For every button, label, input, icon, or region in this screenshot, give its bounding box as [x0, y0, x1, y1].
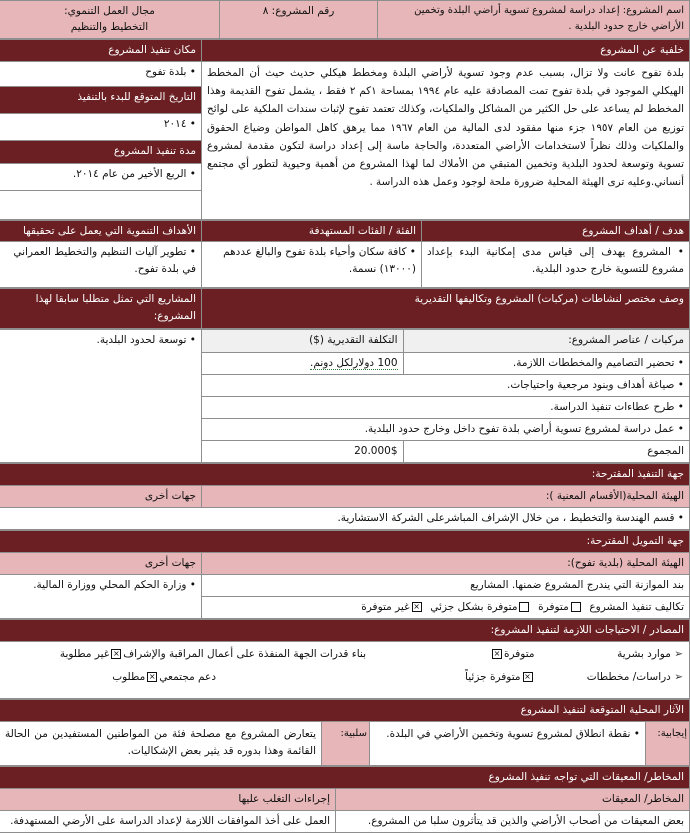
- start-date-value: • ٢٠١٤: [0, 114, 202, 141]
- prereq-value: • توسعة لحدود البلدية.: [0, 330, 202, 463]
- elements-cost-table: [201, 330, 690, 462]
- components-table: [0, 288, 690, 329]
- available-label: متوفرة: [538, 601, 569, 614]
- execution-local-value: • قسم الهندسة والتخطيط ، من خلال الإشراف المباشرعلى الشركة الاستشارية.: [0, 508, 690, 530]
- dev-goals-text: • تطوير آليات التنظيم والتخطيط العمراني في بلدة تفوح.: [0, 242, 202, 288]
- community-label: دعم مجتمعي: [159, 670, 216, 683]
- project-name: اسم المشروع: إعداد دراسة لمشروع تسوية أراضي البلدة وتخمين الأراضي خارج حدود البلدية .: [378, 1, 690, 39]
- costs-label: تكاليف تنفيذ المشروع: [589, 601, 684, 614]
- dev-goals-title: الأهداف التنموية التي يعمل على تحقيقها: [0, 221, 202, 242]
- budget-text: بند الموازنة التي يندرج المشروع ضمنها. المشاريع: [202, 575, 690, 597]
- impacts-title: الآثار المحلية المتوقعة لتنفيذ المشروع: [0, 700, 690, 722]
- positive-text: • نقطة انطلاق لمشروع تسوية وتخمين الأراضي في البلدة.: [370, 722, 646, 766]
- available-res-label: متوفرة: [503, 648, 535, 661]
- background-text: بلدة تفوح عانت ولا تزال، بسبب عدم وجود تسوية لأراضي البلدة ومخطط هيكلي حديث حيث أن المخطط الهيكلي الموجود في بلدة تفوح تمت المصادقة عليه عام ١٩٩٤ بمساحة ١كم ٢ فقط ، يشمل تفوح القديمة وهذا المخطط لم يساعد على حل الكثير من المشاكل والملكيات، وكذلك تعتمد تفوح لإثبات سندات الملكية على لوائح توزيع من العام ١٩٥٧ جزء منها مفقود لدى المالية من العام ١٩٦٧ مما يرهق كاهل المواطن وضياع الحقوق والملكيات وذلك نظراً لاستخدامات الأراضي المتعددة، والحاجة ماسة إلى إعداد دراسة لتكون مقدمة لمشروع تسوية وتوسعة لحدود البلدية وتخمين المتبقي من الأملاك لما لهذا المشروع من أهمية وحيوية لتطور أي مجتمع أنساني.وعليه ترى الهيئة المحلية ضرورة ملحة لوجود وعمل هذه الدراسة .: [202, 62, 690, 220]
- location-value: • بلدة تفوح: [0, 62, 202, 87]
- human-resources: [563, 646, 683, 662]
- positive-label: إيجابية:: [646, 722, 690, 766]
- available-res: [395, 646, 535, 662]
- element-item-3: • طرح عطاءات تنفيذ الدراسة.: [201, 396, 689, 418]
- resources-table: [0, 619, 690, 699]
- capacity-checkbox[interactable]: [111, 649, 121, 659]
- components-inner: [202, 330, 690, 463]
- elements-title: مركبات / عناصر المشروع:: [403, 330, 689, 352]
- required-label: مطلوب: [112, 670, 146, 683]
- components-desc-title: وصف مختصر لنشاطات (مركبات) المشروع وتكاليفها التقديرية: [202, 289, 690, 329]
- resources-title: المصادر / الاحتياجات اللازمة لتنفيذ المشروع:: [0, 620, 690, 642]
- studies-label: ➢ دراسات/ مخططات: [587, 671, 683, 683]
- goal-title: هدف / أهداف المشروع: [422, 221, 690, 242]
- unavailable-label: غير متوفرة: [361, 601, 410, 614]
- community-checkbox[interactable]: [147, 672, 157, 682]
- start-date-title: التاريخ المتوقع للبدء بالتنفيذ: [0, 87, 202, 114]
- available-res-checkbox[interactable]: [492, 649, 502, 659]
- impacts-table: [0, 699, 690, 766]
- total-value: 20.000$: [201, 440, 403, 462]
- target-text: • كافة سكان وأحياء بلدة تفوح والبالغ عددهم (١٣٠٠٠) نسمة.: [202, 242, 422, 288]
- available-checkbox[interactable]: [571, 602, 581, 612]
- dev-field-value: التخطيط والتنظيم: [70, 21, 149, 34]
- partial-res: [395, 669, 535, 685]
- partial-res-checkbox[interactable]: [523, 672, 533, 682]
- execution-other-title: جهات أخرى: [0, 486, 202, 508]
- risks-title: المخاطر/ المعيقات التي تواجه تنفيذ المشروع: [0, 767, 690, 789]
- background-table: [0, 39, 690, 220]
- element-item-1: • تحضير التصاميم والمخططات اللازمة.: [403, 352, 689, 374]
- negative-text: يتعارض المشروع مع مصلحة فئة من المواطنين المستفيدين من الحالة القائمة وهذا بدوره قد يثير بعض الإشكاليات.: [0, 722, 322, 766]
- project-number: رقم المشروع: ٨: [220, 1, 378, 39]
- funding-local-title: الهيئة المحلية (بلدية تفوح):: [202, 553, 690, 575]
- not-required-label: غير مطلوبة: [59, 648, 110, 661]
- capacity-label: بناء قدرات الجهة المنفذة على أعمال المراقبة والإشراف: [123, 648, 366, 661]
- funding-costs-row: [202, 597, 690, 619]
- partial-res-label: متوفرة جزئياً: [465, 670, 521, 683]
- side-spacer: [0, 191, 202, 220]
- element-item-2: • صياغة أهداف وبنود مرجعية واحتياجات.: [201, 374, 689, 396]
- resources-body: [0, 642, 690, 699]
- partial-label: متوفرة بشكل جزئي: [430, 601, 518, 614]
- components-body: [0, 329, 690, 463]
- studies-res: [563, 669, 683, 685]
- funding-other-value: • وزارة الحكم المحلي ووزارة المالية.: [0, 575, 202, 619]
- human-label: ➢ موارد بشرية: [617, 648, 683, 660]
- unavailable-checkbox[interactable]: [412, 602, 422, 612]
- negative-label: سلبية:: [322, 722, 370, 766]
- background-title: خلفية عن المشروع: [202, 40, 690, 62]
- goals-table: [0, 220, 690, 288]
- duration-title: مدة تنفيذ المشروع: [0, 141, 202, 164]
- dev-field: [0, 1, 220, 39]
- partial-checkbox[interactable]: [519, 602, 529, 612]
- header-table: [0, 0, 690, 39]
- goal-text: • المشروع يهدف إلى قياس مدى إمكانية البدء بإعداد مشروع للتسوية خارج حدود البلدية.: [422, 242, 690, 288]
- measures-text: العمل على أخذ الموافقات اللازمة لإعداد الدراسة على الأرضي المستهدفة.: [0, 811, 336, 833]
- measures-col-title: إجراءات التغلب عليها: [0, 789, 336, 811]
- cost-value: [201, 352, 403, 374]
- funding-table: [0, 530, 690, 619]
- risk-col-title: المخاطر/ المعيقات: [336, 789, 690, 811]
- location-title: مكان تنفيذ المشروع: [0, 40, 202, 62]
- capacity-res: [6, 646, 366, 662]
- cost-value-text: 100 دولارلكل دونم.: [310, 356, 398, 369]
- execution-table: [0, 463, 690, 530]
- execution-title: جهة التنفيذ المقترحة:: [0, 464, 690, 486]
- duration-value: • الربع الأخير من عام ٢٠١٤.: [0, 164, 202, 191]
- risk-text: بعض المعيقات من أصحاب الأراضي والذين قد يتأثرون سلبا من المشروع.: [336, 811, 690, 833]
- funding-title: جهة التمويل المقترحة:: [0, 531, 690, 553]
- cost-title: التكلفة التقديرية ($): [201, 330, 403, 352]
- target-title: الفئة / الفئات المستهدفة: [202, 221, 422, 242]
- risks-table: [0, 766, 690, 833]
- funding-other-title: جهات أخرى: [0, 553, 202, 575]
- community-res: [6, 669, 366, 685]
- element-item-4: • عمل دراسة لمشروع تسوية أراضي بلدة تفوح داخل وخارج حدود البلدية.: [201, 418, 689, 440]
- prereq-title: المشاريع التي تمثل متطلبا سابقا لهذا المشروع:: [0, 289, 202, 329]
- total-label: المجموع: [403, 440, 689, 462]
- execution-local-title: الهيئة المحلية(الأقسام المعنية ):: [202, 486, 690, 508]
- dev-field-label: مجال العمل التنموي:: [64, 5, 155, 17]
